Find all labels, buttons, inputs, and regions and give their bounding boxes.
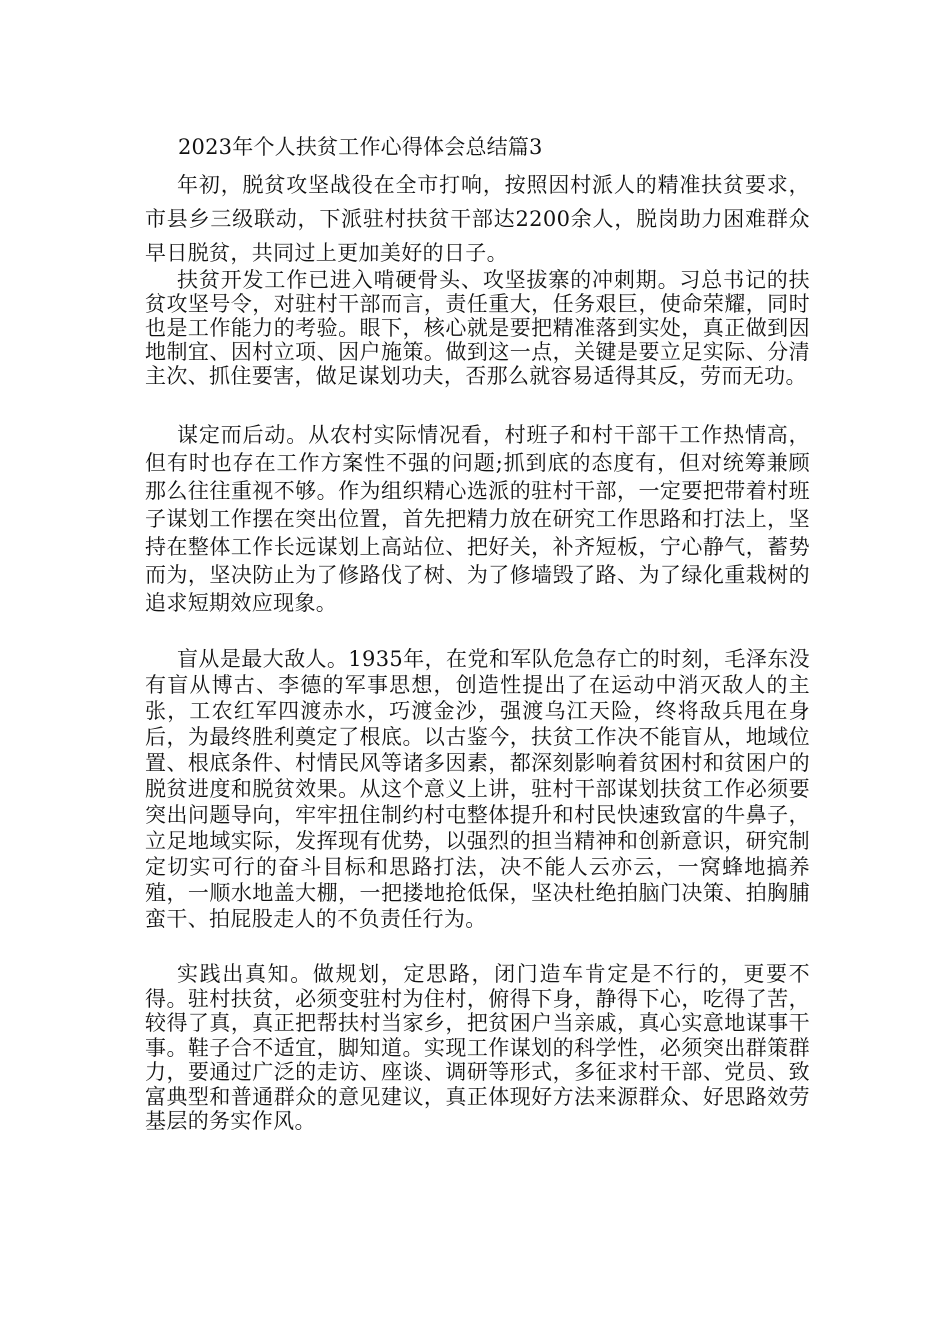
paragraph-5: 实践出真知。做规划，定思路，闭门造车肯定是不行的，更要不得。驻村扶贫，必须变驻村为住村，俯得下身，静得下心，吃得了苦，较得了真，真正把帮扶村当家乡，把贫困户当亲戚，真心实意地谋事干事。鞋子合不适宜，脚知道。实现工作谋划的科学性，必须突出群策群力，要通过广泛的走访、座谈、调研等形式，多征求村干部、党员、致富典型和普通群众的意见建议，真正体现好方法来源群众、好思路效劳基层的务实作风。 [145,962,810,1133]
paragraph-3: 谋定而后动。从农村实际情况看，村班子和村干部干工作热情高，但有时也存在工作方案性不强的问题;抓到底的态度有，但对统筹兼顾那么往往重视不够。作为组织精心选派的驻村干部，一定要把带着村班子谋划工作摆在突出位置，首先把精力放在研究工作思路和打法上，坚持在整体工作长远谋划上高站位、把好关，补齐短板，宁心静气，蓄势而为，坚决防止为了修路伐了树、为了修墙毁了路、为了绿化重栽树的追求短期效应现象。 [145,423,810,615]
paragraph-4: 盲从是最大敌人。1935年，在党和军队危急存亡的时刻，毛泽东没有盲从博古、李德的军事思想，创造性提出了在运动中消灭敌人的主张，工农红军四渡赤水，巧渡金沙，强渡乌江天险，终将敌兵甩在身后，为最终胜利奠定了根底。以古鉴今，扶贫工作决不能盲从，地域位置、根底条件、村情民风等诸多因素，都深刻影响着贫困村和贫困户的脱贫进度和脱贫效果。从这个意义上讲，驻村干部谋划扶贫工作必须要突出问题导向，牢牢扭住制约村屯整体提升和村民快速致富的牛鼻子，立足地域实际，发挥现有优势，以强烈的担当精神和创新意识，研究制定切实可行的奋斗目标和思路打法，决不能人云亦云，一窝蜂地搞养殖，一顺水地盖大棚，一把搂地抢低保，坚决杜绝拍脑门决策、拍胸脯蛮干、拍屁股走人的不负责任行为。 [145,647,810,931]
document-title: 2023年个人扶贫工作心得体会总结篇3 [178,135,543,159]
paragraph-2: 扶贫开发工作已进入啃硬骨头、攻坚拔寨的冲刺期。习总书记的扶贫攻坚号令，对驻村干部而言，责任重大，任务艰巨，使命荣耀，同时也是工作能力的考验。眼下，核心就是要把精准落到实处，真正做到因地制宜、因村立项、因户施策。做到这一点，关键是要立足实际、分清主次、抓住要害，做足谋划功夫，否那么就容易适得其反，劳而无功。 [145,268,810,388]
paragraph-1: 年初，脱贫攻坚战役在全市打响，按照因村派人的精准扶贫要求，市县乡三级联动，下派驻村扶贫干部达2200余人，脱岗助力困难群众早日脱贫，共同过上更加美好的日子。 [145,173,810,265]
